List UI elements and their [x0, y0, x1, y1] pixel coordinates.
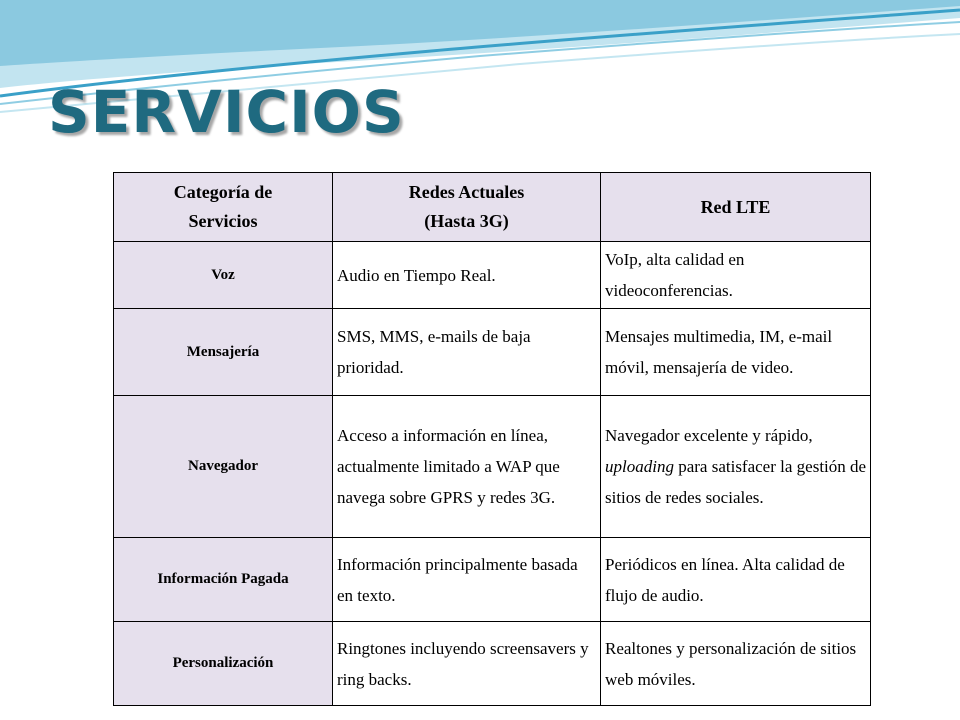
header-category: Categoría de Servicios	[114, 173, 333, 242]
lte-cell: Realtones y personalización de sitios web móviles.	[601, 622, 871, 706]
table-row	[114, 309, 871, 396]
header-lte: Red LTE	[601, 173, 871, 242]
current-cell: Información principalmente basada en texto.	[333, 538, 601, 622]
category-cell: Voz	[114, 242, 333, 309]
table-row	[114, 622, 871, 706]
slide-title: SERVICIOS	[48, 78, 405, 146]
current-cell: SMS, MMS, e-mails de baja prioridad.	[333, 309, 601, 396]
table-row	[114, 396, 871, 538]
current-cell: Acceso a información en línea, actualmente limitado a WAP que navega sobre GPRS y redes 3G.	[333, 396, 601, 538]
lte-cell: VoIp, alta calidad en videoconferencias.	[601, 242, 871, 309]
category-cell: Información Pagada	[114, 538, 333, 622]
lte-cell: Periódicos en línea. Alta calidad de flujo de audio.	[601, 538, 871, 622]
category-cell: Navegador	[114, 396, 333, 538]
emphasized-word: uploading	[605, 457, 674, 476]
current-cell: Ringtones incluyendo screensavers y ring backs.	[333, 622, 601, 706]
lte-cell: Navegador excelente y rápido, uploading para satisfacer la gestión de sitios de redes sociales.	[601, 396, 871, 538]
current-cell: Audio en Tiempo Real.	[333, 242, 601, 309]
category-cell: Personalización	[114, 622, 333, 706]
category-cell: Mensajería	[114, 309, 333, 396]
header-current-networks: Redes Actuales (Hasta 3G)	[333, 173, 601, 242]
table-header-row	[114, 173, 871, 242]
lte-cell: Mensajes multimedia, IM, e-mail móvil, mensajería de video.	[601, 309, 871, 396]
services-table	[113, 172, 871, 706]
table-row	[114, 538, 871, 622]
table-row	[114, 242, 871, 309]
